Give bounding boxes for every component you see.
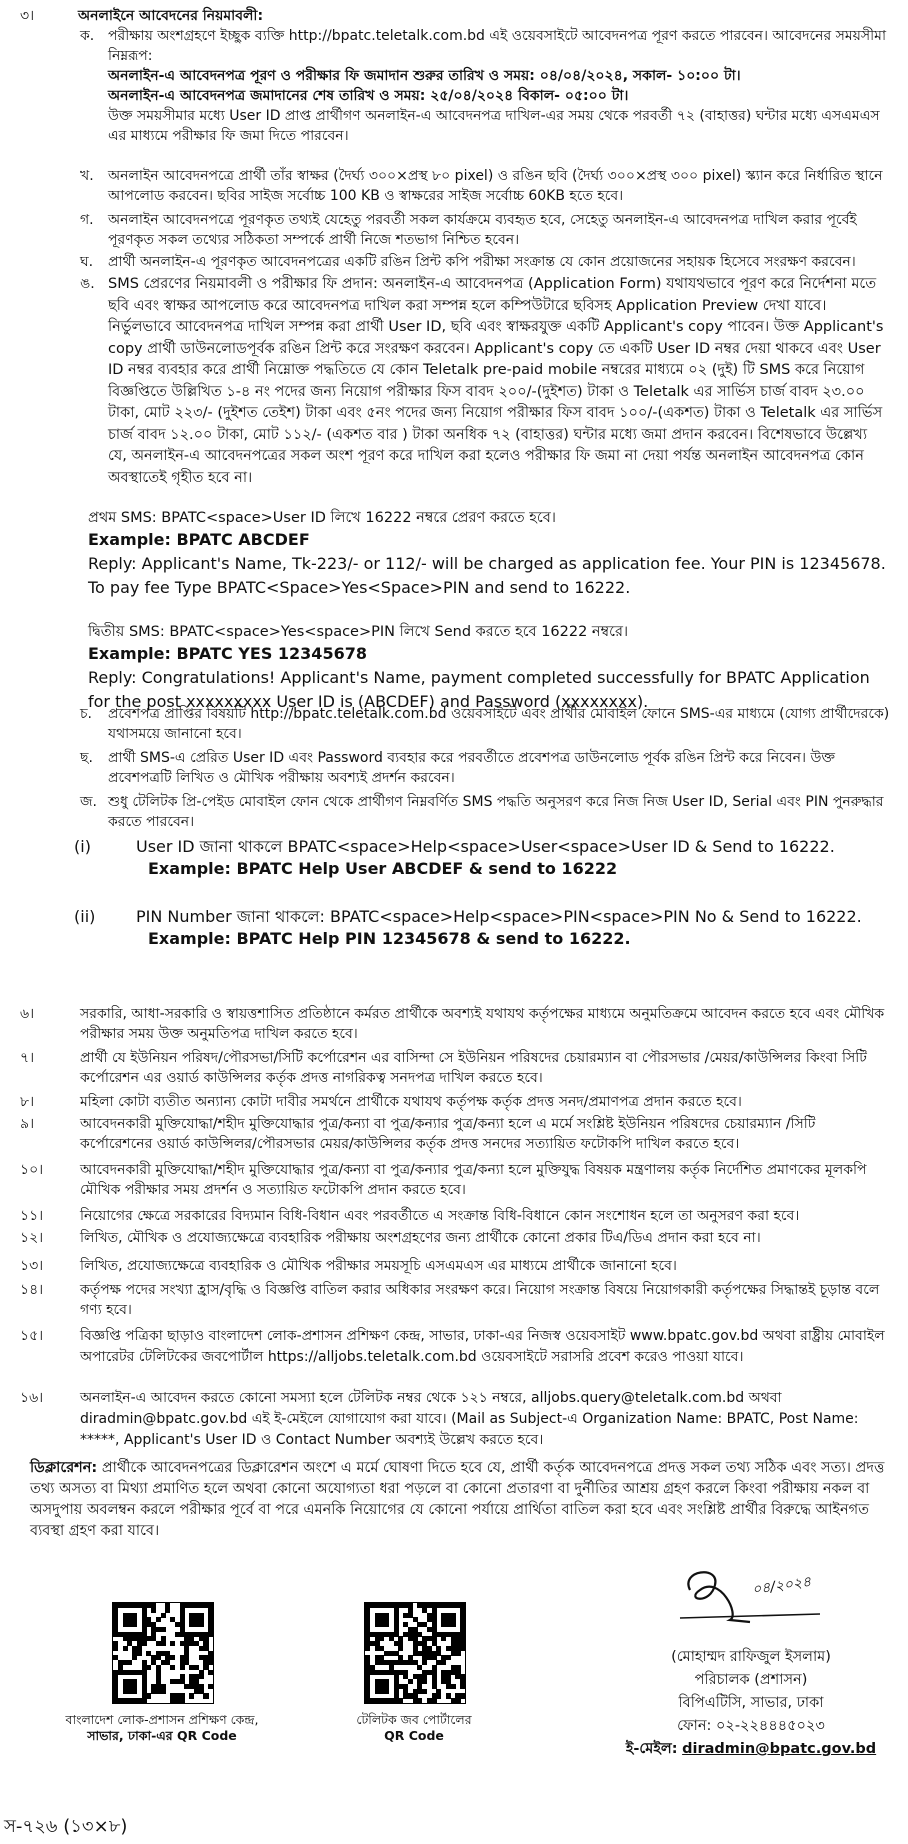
application-end-date: অনলাইন-এ আবেদনপত্র জমাদানের শেষ তারিখ ও সময়: ২৫/০৪/২০২৪ বিকাল- ০৫:০০ টা। <box>108 88 629 104</box>
section-title: অনলাইনে আবেদনের নিয়মাবলী: <box>78 8 264 24</box>
item-ka <box>20 26 890 142</box>
qr-module <box>432 1698 437 1703</box>
qr-module <box>161 1641 166 1646</box>
clause-number: ৮। <box>20 1094 35 1110</box>
sub-text: PIN Number জানা থাকলে: BPATC<space>Help<space>PIN<space>PIN No & Send to 16222. <box>136 907 862 926</box>
clause-text: আবেদনকারী মুক্তিযোদ্ধা/শহীদ মুক্তিযোদ্ধার পুত্র/কন্যা বা পুত্র/কন্যার পুত্র/কন্যা হলে মুক্তিযুদ্ধ বিষয়ক মন্ত্রণালয় কর্তৃক নির্দেশিত প্রমাণকের মূলকপি মৌখিক পরীক্ষার সময় প্রদর্শন ও সত্যায়িত ফটোকপি প্রদান করতে হবে। <box>80 1162 867 1198</box>
qr-caption-line: টেলিটক জব পোর্টালের <box>356 1712 472 1727</box>
clause-6 <box>20 1004 890 1046</box>
qr-module <box>132 1655 137 1660</box>
item-ja <box>20 792 890 834</box>
qr-module <box>441 1636 446 1641</box>
clause-number: ১০। <box>20 1162 44 1178</box>
print-code: স-৭২৬ (১৩×৮) <box>4 1816 128 1837</box>
qr-module <box>123 1646 128 1651</box>
qr-module <box>398 1646 403 1651</box>
qr-module <box>161 1689 166 1694</box>
qr-module <box>199 1622 204 1627</box>
item-label: ঙ. <box>80 276 95 292</box>
qr-module <box>460 1646 465 1651</box>
item-gha <box>20 252 890 272</box>
qr-module <box>161 1613 166 1618</box>
qr-module <box>422 1660 427 1665</box>
clause-number: ১৪। <box>20 1282 44 1298</box>
clause-text: প্রার্থী যে ইউনিয়ন পরিষদ/পৌরসভা/সিটি কর্পোরেশন এর বাসিন্দা সে ইউনিয়ন পরিষদের চেয়ারম্যান বা পৌরসভার /মেয়র/কাউন্সিলর কিংবা সিটি কর্পোরেশন এর ওয়ার্ড কাউন্সিলর কর্তৃক প্রদত্ত নাগরিকত্ব সনদপত্র দাখিল করতে হবে। <box>80 1050 867 1086</box>
qr-module <box>132 1622 137 1627</box>
qr-module <box>151 1608 156 1613</box>
qr-module <box>137 1651 142 1656</box>
email-label: ই-মেইল: <box>625 1741 678 1757</box>
qr-module <box>441 1660 446 1665</box>
teletalk-qr-caption <box>314 1712 514 1744</box>
qr-module <box>113 1646 118 1651</box>
qr-module <box>208 1670 213 1675</box>
item-label: চ. <box>80 706 93 722</box>
section-3-heading <box>20 4 263 28</box>
clause-text: নিয়োগের ক্ষেত্রে সরকারের বিদ্যমান বিধি-বিধান এবং পরবর্তীতে এ সংক্রান্ত বিধি-বিধানে কোন সংশোধন হলে তা অনুসরণ করা হবে। <box>80 1208 800 1224</box>
qr-module <box>455 1651 460 1656</box>
qr-module <box>460 1684 465 1689</box>
item-ga <box>20 210 890 250</box>
application-start-date: অনলাইন-এ আবেদনপত্র পূরণ ও পরীক্ষার ফি জমাদান শুরুর তারিখ ও সময়: ০৪/০৪/২০২৪, সকাল- ১০:০০ টা। <box>108 68 741 84</box>
signatory-block <box>620 1646 882 1761</box>
qr-caption-line: সাভার, ঢাকা-এর QR Code <box>87 1728 237 1743</box>
qr-module <box>208 1632 213 1637</box>
item-body: অনলাইন আবেদনপত্রে পূরণকৃত তথ্যই যেহেতু পরবর্তী সকল কার্যক্রমে ব্যবহৃত হবে, সেহেতু অনলাইন-এ আবেদনপত্র দাখিল করার পূর্বেই পূরণকৃত সকল তথ্যের সঠিকতা সম্পর্কে প্রার্থী নিজে শতভাগ নিশ্চিত হবেন। <box>108 212 857 248</box>
teletalk-qr-code <box>364 1602 466 1704</box>
signatory-email-link[interactable]: diradmin@bpatc.gov.bd <box>682 1741 877 1757</box>
declaration-text: প্রার্থীকে আবেদনপত্রের ডিক্লারেশন অংশে এ মর্মে ঘোষণা দিতে হবে যে, প্রার্থী কর্তৃক আবেদনপত্রে প্রদত্ত সকল তথ্য সঠিক এবং সত্য। প্রদত্ত তথ্য অসত্য বা মিথ্যা প্রমাণিত হলে অথবা কোনো অযোগ্যতা ধরা পড়লে বা কোনো প্রতারণা বা দুর্নীতির আশ্রয় গ্রহণ করলে কিংবা পরীক্ষায় নকল বা অসদুপায় অবলম্বন করলে পরীক্ষার পূর্বে বা পরে এমনকি নিয়োগের যে কোনো পর্যায়ে প্রার্থিতা বাতিল করা হবে এবং সংশ্লিষ্ট প্রার্থীর বিরুদ্ধে আইনগত ব্যবস্থা গ্রহণ করা যাবে। <box>30 1460 885 1539</box>
qr-module <box>203 1693 208 1698</box>
qr-module <box>422 1689 427 1694</box>
item-body: প্রবেশপত্র প্রাপ্তির বিষয়টি http://bpatc.teletalk.com.bd ওয়েবসাইটে এবং প্রার্থীর মোবাইল ফোনে SMS-এর মাধ্যমে (যোগ্য প্রার্থীদেরকে) যথাসময়ে জানানো হবে। <box>108 706 890 742</box>
clause-number: ৯। <box>20 1116 35 1132</box>
sms-2-block <box>88 622 890 714</box>
section-number: ৩। <box>20 8 35 24</box>
sub-body <box>136 836 890 880</box>
clause-number: ১৫। <box>20 1328 44 1344</box>
qr-module <box>165 1608 170 1613</box>
qr-module <box>436 1693 441 1698</box>
item-body: শুধু টেলিটক প্রি-পেইড মোবাইল ফোন থেকে প্রার্থীগণ নিম্নবর্ণিত SMS পদ্ধতি অনুসরণ করে নিজ নিজ User ID, Serial এবং PIN পুনরুদ্ধার করতে পারবেন। <box>108 794 884 830</box>
qr-module <box>180 1665 185 1670</box>
clause-number: ১৩। <box>20 1258 44 1274</box>
qr-module <box>156 1617 161 1622</box>
clause-11 <box>20 1206 890 1228</box>
qr-module <box>180 1698 185 1703</box>
qr-module <box>422 1679 427 1684</box>
clause-number: ৭। <box>20 1050 35 1066</box>
item-body: SMS প্রেরণের নিয়মাবলী ও পরীক্ষার ফি প্রদান: অনলাইন-এ আবেদনপত্র (Application Form) যথাযথভাবে পূরণ করে নির্দেশনা মতে ছবি এবং স্বাক্ষর আপলোড করে আবেদনপত্র দাখিল করা সম্পন্ন হলে কম্পিউটারে ছবিসহ Application Preview দেখা যাবে। নির্ভুলভাবে আবেদনপত্র দাখিল সম্পন্ন করা প্রার্থী User ID, ছবি এবং স্বাক্ষরযুক্ত একটি Applicant's copy পাবেন। উক্ত Applicant's copy প্রার্থী ডাউনলোডপূর্বক রঙিন প্রিন্ট করে সংরক্ষণ করবেন। Applicant's copy তে একটি User ID নম্বর দেয়া থাকবে এবং User ID নম্বর ব্যবহার করে প্রার্থী নিম্নোক্ত পদ্ধতিতে যে কোন Teletalk pre-paid mobile নম্বরের মাধ্যমে ০২ (দুই) টি SMS করে নিয়োগ বিজ্ঞপ্তিতে উল্লিখিত ১-৪ নং পদের জন্য নিয়োগ পরীক্ষার ফিস বাবদ ২০০/-(দুইশত) টাকা ও Teletalk এর সার্ভিস চার্জ বাবদ ২৩.০০ টাকা, মোট ২২৩/- (দুইশত তেইশ) টাকা এবং ৫নং পদের জন্য নিয়োগ পরীক্ষার ফিস বাবদ ১০০/-(একশত) টাকা ও Teletalk এর সার্ভিস চার্জ বাবদ ১২.০০ টাকা, মোট ১১২/- (একশত বার ) টাকা অনধিক ৭২ (বাহাত্তর) ঘন্টার মধ্যে জমা প্রদান করবেন। বিশেষভাবে উল্লেখ্য যে, অনলাইন-এ আবেদনপত্রের সকল অংশ পূরণ করে দাখিল করা হলেও পরীক্ষার ফি জমা না দেয়া পর্যন্ত অনলাইন আবেদনপত্র কোন অবস্থাতেই গৃহীত হবে না। <box>108 276 884 486</box>
qr-module <box>146 1665 151 1670</box>
qr-caption-line: QR Code <box>384 1728 444 1743</box>
item-chha <box>20 748 890 790</box>
signatory-phone: ফোন: ০২-২২৪৪৪৫০২৩ <box>677 1718 825 1734</box>
qr-module <box>208 1684 213 1689</box>
clause-14 <box>20 1280 890 1322</box>
sub-example: Example: BPATC Help User ABCDEF & send to 16222 <box>148 859 618 878</box>
sub-text: User ID জানা থাকলে BPATC<space>Help<space>User<space>User ID & Send to 16222. <box>136 837 835 856</box>
qr-module <box>398 1698 403 1703</box>
sms-1-instruction: প্রথম SMS: BPATC<space>User ID লিখে 16222 নম্বরে প্রেরণ করতে হবে। <box>88 510 556 526</box>
clause-8 <box>20 1092 890 1114</box>
qr-module <box>127 1660 132 1665</box>
sms-2-reply: Reply: Congratulations! Applicant's Name, payment completed successfully for BPATC Application for the post xxxxxxxxx User ID is (ABCDEF) and Password (xxxxxxxx). <box>88 668 870 711</box>
qr-module <box>384 1622 389 1627</box>
item-label: ঘ. <box>80 254 94 270</box>
clause-text: লিখিত, প্রযোজ্যক্ষেত্রে ব্যবহারিক ও মৌখিক পরীক্ষার সময়সূচি এসএমএস এর মাধ্যমে প্রার্থীকে জানানো হবে। <box>80 1258 677 1274</box>
sms-2-instruction: দ্বিতীয় SMS: BPATC<space>Yes<space>PIN লিখে Send করতে হবে 16222 নম্বরে। <box>88 624 629 640</box>
qr-module <box>170 1641 175 1646</box>
qr-module <box>132 1689 137 1694</box>
item-line: উক্ত সময়সীমার মধ্যে User ID প্রাপ্ত প্রার্থীগণ অনলাইন-এ আবেদনপত্র দাখিল-এর সময় থেকে পরবর্তী ৭২ (বাহাত্তর) ঘন্টার মধ্যে এসএমএস এর মাধ্যমে পরীক্ষার ফি জমা দিতে পারবেন। <box>108 108 880 144</box>
item-body: অনলাইন আবেদনপত্রে প্রার্থী তাঁর স্বাক্ষর (দৈর্ঘ্য ৩০০×প্রস্থ ৮০ pixel) ও রঙিন ছবি (দৈর্ঘ্য ৩০০×প্রস্থ ৩০০ pixel) স্ক্যান করে নির্ধারিত স্থানে আপলোড করবেন। ছবির সাইজ সর্বোচ্চ 100 KB ও স্বাক্ষরের সাইজ সর্বোচ্চ 60KB হতে হবে। <box>108 168 883 204</box>
item-body: প্রার্থী অনলাইন-এ পূরণকৃত আবেদনপত্রের একটি রঙিন প্রিন্ট কপি পরীক্ষা সংক্রান্ত যে কোন প্রয়োজনের সহায়ক হিসেবে সংরক্ষণ করবেন। <box>108 254 856 270</box>
qr-module <box>189 1693 194 1698</box>
qr-module <box>408 1679 413 1684</box>
item-kha <box>20 166 890 206</box>
qr-module <box>446 1655 451 1660</box>
sub-example: Example: BPATC Help PIN 12345678 & send to 16222. <box>148 929 631 948</box>
qr-module <box>170 1665 175 1670</box>
clause-9 <box>20 1114 890 1156</box>
qr-module <box>199 1674 204 1679</box>
sms-2-example: Example: BPATC YES 12345678 <box>88 644 367 663</box>
signatory-name: (মোহাম্মদ রাফিজুল ইসলাম) <box>671 1649 831 1665</box>
qr-module <box>161 1627 166 1632</box>
item-label: ছ. <box>80 750 93 766</box>
clause-text: মহিলা কোটা ব্যতীত অন্যান্য কোটা দাবীর সমর্থনে প্রার্থীকে যথাযথ কর্তৃপক্ষ কর্তৃক প্রদত্ত সনদ/প্রমাণপত্র প্রদান করতে হবে। <box>80 1094 742 1110</box>
clause-number: ৬। <box>20 1006 35 1022</box>
sub-label: (i) <box>74 837 91 856</box>
declaration-label: ডিক্লারেশন: <box>30 1460 98 1476</box>
clause-text: বিজ্ঞপ্তি পত্রিকা ছাড়াও বাংলাদেশ লোক-প্রশাসন প্রশিক্ষণ কেন্দ্র, সাভার, ঢাকা-এর নিজস্ব ওয়েবসাইট www.bpatc.gov.bd অথবা রাষ্ট্রীয় মোবাইল অপারেটর টেলিটকের জবপোর্টাল https://alljobs.teletalk.com.bd ওয়েবসাইটে সরাসরি প্রবেশ করেও পাওয়া যাবে। <box>80 1328 885 1365</box>
clause-15 <box>20 1326 890 1388</box>
bpatc-qr-caption <box>50 1712 274 1744</box>
qr-module <box>146 1693 151 1698</box>
item-label: জ. <box>80 794 97 810</box>
item-unga <box>20 274 890 500</box>
item-line: পরীক্ষায় অংশগ্রহণে ইচ্ছুক ব্যক্তি http://bpatc.teletalk.com.bd এই ওয়েবসাইটে আবেদনপত্র পূরণ করতে পারবেন। আবেদনের সময়সীমা নিম্নরূপ: <box>108 28 887 64</box>
qr-module <box>365 1646 370 1651</box>
recovery-user-id <box>74 836 890 902</box>
item-body: প্রার্থী SMS-এ প্রেরিত User ID এবং Password ব্যবহার করে পরবর্তীতে প্রবেশপত্র ডাউনলোড পূর্বক রঙিন প্রিন্ট করে নিবেন। উক্ত প্রবেশপত্রটি লিখিত ও মৌখিক পরীক্ষায় অবশ্যই প্রদর্শন করবেন। <box>108 750 835 786</box>
qr-module <box>384 1689 389 1694</box>
sms-1-reply: Reply: Applicant's Name, Tk-223/- or 112/- will be charged as application fee. Your PIN is 12345678. To pay fee Type BPATC<Space>Yes<Space>PIN and send to 16222. <box>88 554 886 597</box>
signatory-designation: পরিচালক (প্রশাসন) <box>694 1672 808 1688</box>
qr-module <box>379 1636 384 1641</box>
clause-text: অনলাইন-এ আবেদন করতে কোনো সমস্যা হলে টেলিটক নম্বর থেকে ১২১ নম্বরে, alljobs.query@teletalk.com.bd অথবা diradmin@bpatc.gov.bd এই ই-মেইলে যোগাযোগ করা যাবে। (Mail as Subject-এ Organization Name: BPATC, Post Name: *****, Applicant's User ID ও Contact Number অবশ্যই উল্লেখ করতে হবে। <box>80 1390 859 1448</box>
qr-module <box>208 1660 213 1665</box>
item-label: গ. <box>80 212 94 228</box>
clause-10 <box>20 1160 890 1202</box>
declaration <box>30 1458 888 1542</box>
signature-date: ০৪/২০২৪ <box>751 1573 813 1599</box>
clause-7 <box>20 1048 890 1090</box>
clause-number: ১১। <box>20 1208 44 1224</box>
item-label: খ. <box>80 168 94 184</box>
sms-1-example: Example: BPATC ABCDEF <box>88 530 310 549</box>
qr-module <box>142 1698 147 1703</box>
clause-text: সরকারি, আধা-সরকারি ও স্বায়ত্তশাসিত প্রতিষ্ঠানে কর্মরত প্রার্থীকে অবশ্যই যথাযথ কর্তৃপক্ষের মাধ্যমে অনুমতিক্রমে আবেদন করতে হবে এবং মৌখিক পরীক্ষার সময় উক্ত অনুমতিপত্র দাখিল করতে হবে। <box>80 1006 885 1042</box>
sub-body <box>136 906 890 950</box>
clause-number: ১৬। <box>20 1390 44 1406</box>
signatory-office: বিপিএটিসি, সাভার, ঢাকা <box>678 1695 824 1711</box>
item-body <box>108 26 890 146</box>
bpatc-qr-code <box>112 1602 214 1704</box>
clause-16 <box>20 1388 890 1454</box>
qr-module <box>455 1698 460 1703</box>
clause-13 <box>20 1256 890 1278</box>
sub-label: (ii) <box>74 907 96 926</box>
qr-module <box>460 1693 465 1698</box>
recovery-pin <box>74 906 890 972</box>
qr-module <box>170 1655 175 1660</box>
item-label: ক. <box>80 28 95 44</box>
clause-text: লিখিত, মৌখিক ও প্রযোজ্যক্ষেত্রে ব্যবহারিক পরীক্ষায় অংশগ্রহণের জন্য প্রার্থীকে কোনো প্রকার টিএ/ডিএ প্রদান করা হবে না। <box>80 1230 761 1246</box>
sms-1-block <box>88 508 890 600</box>
item-cha <box>20 704 890 746</box>
clause-12 <box>20 1228 890 1250</box>
qr-module <box>451 1684 456 1689</box>
clause-number: ১২। <box>20 1230 44 1246</box>
clause-text: কর্তৃপক্ষ পদের সংখ্যা হ্রাস/বৃদ্ধি ও বিজ্ঞপ্তি বাতিল করার অধিকার সংরক্ষণ করে। নিয়োগ সংক্রান্ত বিষয়ে নিয়োগকারী কর্তৃপক্ষের সিদ্ধান্তই চূড়ান্ত বলে গণ্য হবে। <box>80 1282 880 1318</box>
clause-text: আবেদনকারী মুক্তিযোদ্ধা/শহীদ মুক্তিযোদ্ধার পুত্র/কন্যা বা পুত্র/কন্যার পুত্র/কন্যা হলে এ মর্মে সংশ্লিষ্ট ইউনিয়ন পরিষদের চেয়ারম্যান /সিটি কর্পোরেশনের ওয়ার্ড কাউন্সিলর/পৌরসভার মেয়র/কাউন্সিলর কর্তৃক প্রদত্ত সনদের সত্যায়িত ফটোকপি দাখিল করতে হবে। <box>80 1116 816 1152</box>
qr-module <box>142 1641 147 1646</box>
qr-module <box>451 1622 456 1627</box>
qr-caption-line: বাংলাদেশ লোক-প্রশাসন প্রশিক্ষণ কেন্দ্র, <box>65 1712 259 1727</box>
qr-module <box>417 1698 422 1703</box>
